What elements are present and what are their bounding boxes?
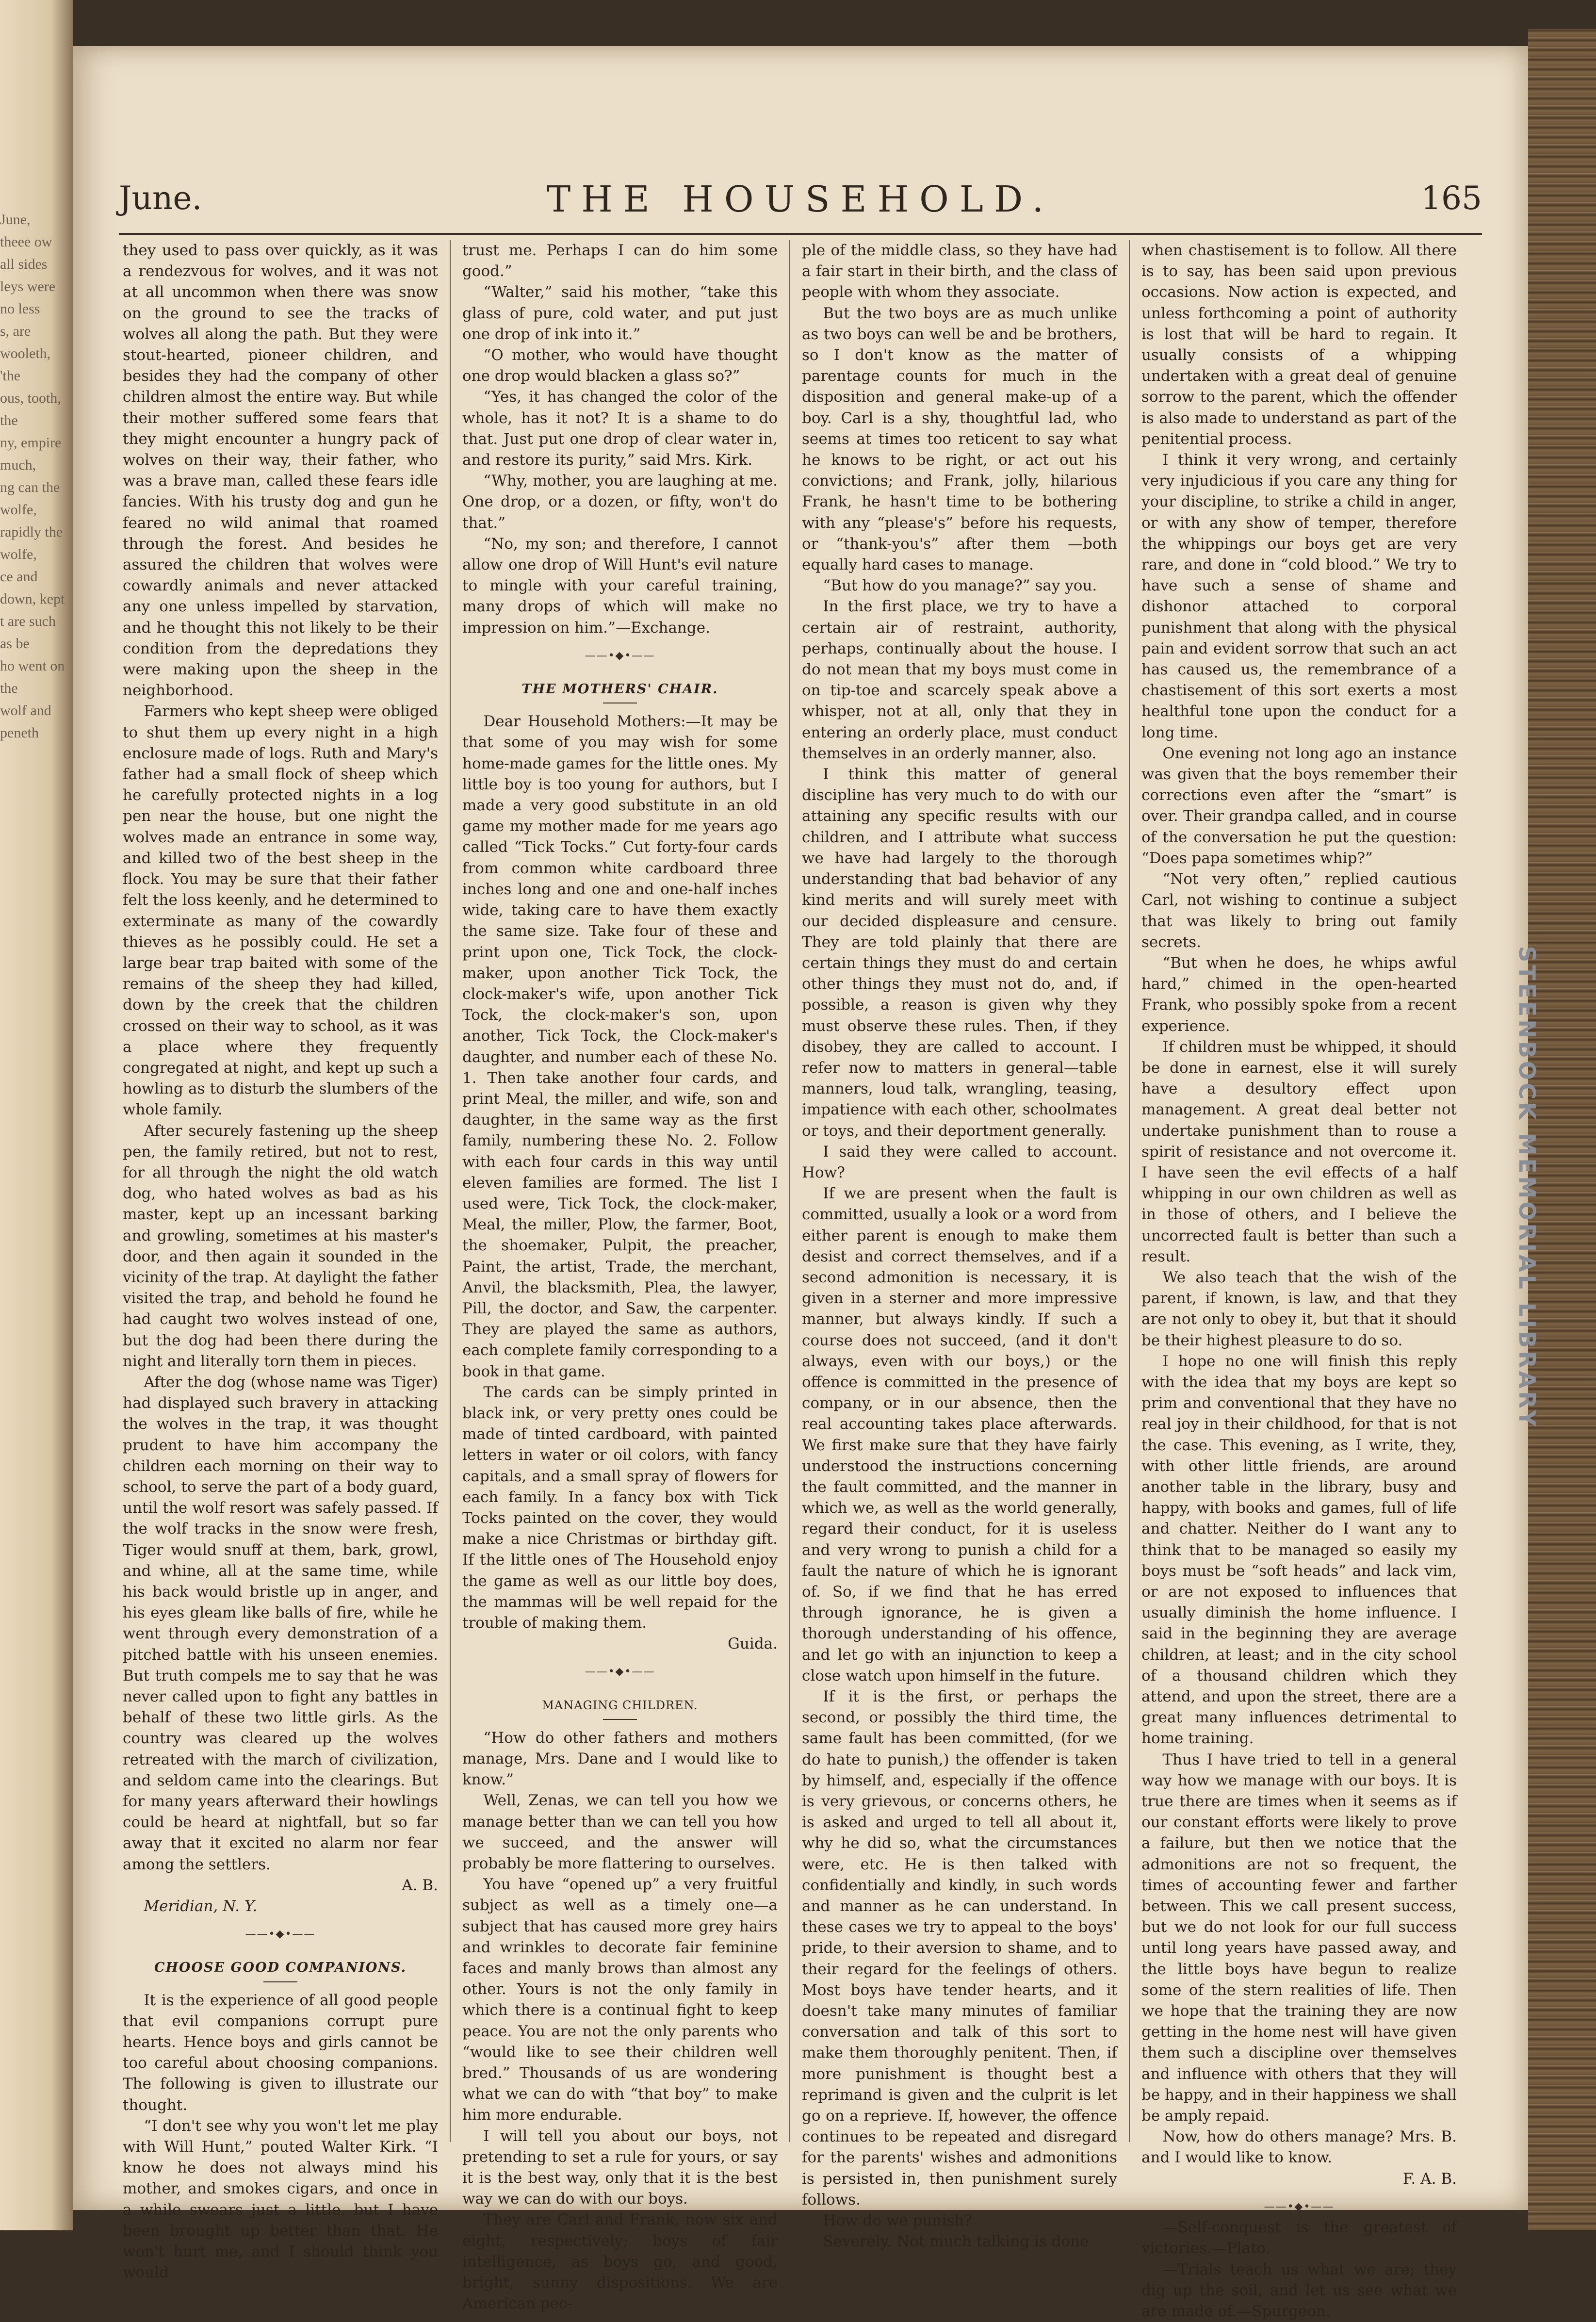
paragraph: when chastisement is to follow. All there is to say, has been said upon previous occasions. Now action is expected, and unless forthcoming a point of authority is lost that will be hard to regain. It usually consists of a whipping undertaken with a great deal of genuine sorrow to the parent, which the offender is also made to understand as part of the penitential process. — [1141, 240, 1457, 450]
paragraph: One evening not long ago an instance was given that the boys remember their corrections even after the “smart” is over. Their grandpa called, and in course of the conversation he put the question: “Does papa sometimes whip?” — [1141, 743, 1457, 869]
paragraph: “But when he does, he whips awful hard,” chimed in the open-hearted Frank, who possibly spoke from a recent experience. — [1141, 953, 1457, 1037]
dateline-place: Meridian, N. Y. — [123, 1896, 438, 1917]
left-fragment-line: ny, empire much, — [0, 432, 68, 476]
left-fragment-line: theee ow all sides — [0, 231, 68, 276]
paragraph: Well, Zenas, we can tell you how we manage better than we can tell you how we succeed, and the answer will probably be more flattering to ourselves. — [462, 1790, 778, 1874]
left-fragment-line: leys were no less — [0, 276, 68, 320]
signature: A. B. — [123, 1875, 438, 1896]
paragraph: If children must be whipped, it should be done in earnest, else it will surely have a desultory effect upon management. A great deal better not undertake punishment than to rouse a spirit of resistance and not overcome it. I have seen the evil effects of a half whipping in our own children as well as in those of others, and I believe the uncorrected fault is better than such a result. — [1141, 1037, 1457, 1267]
section-divider: ——•◆•—— — [123, 1924, 438, 1945]
paragraph: You have “opened up” a very fruitful subject as well as a timely one—a subject that has caused more grey hairs and wrinkles to decorate fair feminine faces and manly brows than almost any other. Yours is not the only family in which there is a continual fight to keep peace. You are not the only parents who “would like to see their children well bred.” Thousands of us are wondering what we can do with “that boy” to make him more endurable. — [462, 1874, 778, 2126]
paragraph: We also teach that the wish of the parent, if known, is law, and that they are not only to obey it, but that it should be their highest pleasure to do so. — [1141, 1267, 1457, 1351]
paragraph: Thus I have tried to tell in a general way how we manage with our boys. It is true there are times when it seems as if our constant efforts were likely to prove a failure, but then we notice that the admonitions are not so frequent, the times of accounting fewer and farther between. This we call present success, but we do not look for our full success until long years have passed away, and the little boys have begun to realize some of the stern realities of life. Then we hope that the training they are now getting in the home nest will have given them such a discipline over themselves and influence with others that they will be happy, and in their happiness we shall be amply repaid. — [1141, 1750, 1457, 2127]
paragraph: Severely. Not much talking is done — [802, 2231, 1117, 2252]
section-divider: ——•◆•—— — [1141, 2196, 1457, 2217]
left-fragment-line: ho went on the — [0, 655, 68, 700]
left-fragment-line: wolf and peneth — [0, 700, 68, 744]
column-3 — [789, 240, 1129, 2142]
quotation: —Self-conquest is the greatest of victories.—Plato. — [1141, 2217, 1457, 2259]
paragraph: “Yes, it has changed the color of the whole, has it not? It is a shame to do that. Just put one drop of clear water in, and restore its purity,” said Mrs. Kirk. — [462, 387, 778, 471]
left-fragment-line: rapidly the wolfe, — [0, 521, 68, 566]
paragraph: If it is the first, or perhaps the second, or possibly the third time, the same fault has been committed, (for we do hate to punish,) the offender is taken by himself, and, especially if the offence is very grievous, or concerns others, he is asked and urged to tell all about it, why he did so, what the circumstances were, etc. He is then talked with confidentially and kindly, in such words and manner as he can understand. In these cases we try to appeal to the boys' pride, to their aversion to shame, and to their regard for the feelings of others. Most boys have tender hearts, and it doesn't take many minutes of familiar conversation and talk of this sort to make them thoroughly penitent. Then, if more punishment is thought best a reprimand is given and the culprit is let go on a reprieve. If, however, the offence continues to be repeated and disregard for the parents' wishes and admonitions is persisted in, then punishment surely follows. — [802, 1686, 1117, 2210]
column-2 — [450, 240, 789, 2142]
quotation: —Trials teach us what we are; they dig up the soil, and let us see what we are made of.—Spurgeon. — [1141, 2259, 1457, 2322]
signature: Guida. — [462, 1634, 778, 1654]
paragraph: I hope no one will finish this reply with the idea that my boys are kept so prim and conventional that they have no real joy in their childhood, for that is not the case. This evening, as I write, they, with other little friends, are around another table in the library, busy and happy, with books and games, full of life and chatter. Neither do I want any to think that to be managed so easily my boys must be “soft heads” and lack vim, or are not exposed to influences that usually diminish the home influence. I said in the beginning they are average children, at least; and in the city school of a thousand children which they attend, and upon the street, there are a great many influences detrimental to home training. — [1141, 1351, 1457, 1750]
paragraph: Now, how do others manage? Mrs. B. and I would like to know. — [1141, 2126, 1457, 2168]
paragraph: How do we punish? — [802, 2210, 1117, 2231]
left-fragment-line: t are such as be — [0, 610, 68, 655]
paragraph: I said they were called to account. How? — [802, 1142, 1117, 1183]
paragraph: After securely fastening up the sheep pen, the family retired, but not to rest, for all through the night the old watch dog, who hated wolves as bad as his master, kept up an incessant barking and growling, sometimes at his master's door, and then again it sounded in the vicinity of the trap. At daylight the father visited the trap, and behold he found he had caught two wolves instead of one, but the dog had been there during the night and literally torn them in pieces. — [123, 1121, 438, 1372]
paragraph: If we are present when the fault is committed, usually a look or a word from either parent is enough to make them desist and correct themselves, and if a second admonition is necessary, it is given in a sterner and more impressive manner, but always kindly. If such a course does not succeed, (and it don't always, even with our boys,) or the offence is committed in the presence of company, or in our absence, then the real accounting takes place afterwards. We first make sure that they have fairly understood the instructions concerning the fault committed, and the manner in which we, as well as the world generally, regard their conduct, for it is useless and very wrong to punish a child for a fault the nature of which he is ignorant of. So, if we find that he has erred through ignorance, he is given a thorough understanding of his offence, and let go with an injunction to keep a close watch upon himself in the future. — [802, 1183, 1117, 1686]
paragraph: But the two boys are as much unlike as two boys can well be and be brothers, so I don't know as the matter of parentage counts for much in the disposition and general make-up of a boy. Carl is a shy, thoughtful lad, who seems at times too reticent to say what he knows to be right, or act out his convictions; and Frank, jolly, hilarious Frank, he hasn't time to be bothering with any “please's” before his requests, or “thank-you's” after them —both equally hard cases to manage. — [802, 303, 1117, 576]
newspaper-page — [73, 46, 1528, 2210]
section-title: CHOOSE GOOD COMPANIONS. — [123, 1957, 438, 1978]
left-fragment-line: ce and down, kept — [0, 566, 68, 610]
paragraph: ple of the middle class, so they have had a fair start in their birth, and the class of people with whom they associate. — [802, 240, 1117, 303]
paragraph: “Not very often,” replied cautious Carl, not wishing to continue a subject that was likely to bring out family secrets. — [1141, 869, 1457, 953]
paragraph: They are Carl and Frank, now six and eight, respectively; boys of fair intelligence, as boys go, and good, bright, sunny dispositions. We are American peo- — [462, 2209, 778, 2314]
left-fragment-line: ous, tooth, the — [0, 387, 68, 432]
paragraph: In the first place, we try to have a certain air of restraint, authority, perhaps, continually about the house. I do not mean that my boys must come in on tip-toe and scarcely speak above a whisper, not at all, only that they in entering an orderly place, must conduct themselves in an orderly manner, also. — [802, 596, 1117, 764]
page-header — [119, 170, 1482, 235]
paragraph: It is the experience of all good people that evil companions corrupt pure hearts. Hence boys and girls cannot be too careful about choosing companions. The following is given to illustrate our thought. — [123, 1990, 438, 2116]
paragraph: Farmers who kept sheep were obliged to shut them up every night in a high enclosure made of logs. Ruth and Mary's father had a small flock of sheep which he carefully protected nights in a log pen near the house, but one night the wolves made an entrance in some way, and killed two of the best sheep in the flock. You may be sure that their father felt the loss keenly, and he determined to exterminate as many of the cowardly thieves as he possibly could. He set a large bear trap baited with some of the remains of the sheep they had killed, down by the creek that the children crossed on their way to school, as it was a place where they frequently congregated at night, and kept up such a howling as to disturb the slumbers of the whole family. — [123, 701, 438, 1120]
section-title: THE MOTHERS' CHAIR. — [462, 679, 778, 700]
paragraph: The cards can be simply printed in black ink, or very pretty ones could be made of tinted cardboard, with painted letters in water or oil colors, with fancy capitals, and a small spray of flowers for each family. In a fancy box with Tick Tocks painted on the cover, they would make a nice Christmas or birthday gift. If the little ones of The Household enjoy the game as well as our little boy does, the mammas will be well repaid for the trouble of making them. — [462, 1382, 778, 1634]
title-underline — [263, 1981, 297, 1982]
section-divider: ——•◆•—— — [462, 645, 778, 666]
paragraph: “Walter,” said his mother, “take this glass of pure, cold water, and put just one drop of ink into it.” — [462, 282, 778, 345]
paragraph: trust me. Perhaps I can do him some good.” — [462, 240, 778, 282]
section-title: MANAGING CHILDREN. — [462, 1695, 778, 1716]
left-page-text-fragments — [0, 209, 68, 2101]
left-fragment-line: s, are wooleth, 'the — [0, 320, 68, 387]
left-page-edge — [0, 0, 73, 2230]
title-underline — [603, 1719, 637, 1720]
column-1 — [119, 240, 450, 2142]
paragraph: “How do other fathers and mothers manage, Mrs. Dane and I would like to know.” — [462, 1728, 778, 1791]
header-month: June. — [119, 180, 202, 217]
article-columns — [119, 240, 1487, 2142]
header-title: THE HOUSEHOLD. — [119, 179, 1482, 220]
paragraph: “No, my son; and therefore, I cannot allow one drop of Will Hunt's evil nature to mingle with your careful training, many drops of which will make no impression on him.”—Exchange. — [462, 534, 778, 638]
paragraph: “But how do you manage?” say you. — [802, 575, 1117, 596]
paragraph: I think this matter of general discipline has very much to do with our attaining any specific results with our children, and I attribute what success we have had largely to the thorough understanding that bad behavior of any kind merits and will surely meet with our decided displeasure and censure. They are told plainly that there are certain things they must do and certain other things they must not do, and, if possible, a reason is given why they must observe these rules. Then, if they disobey, they are called to account. I refer now to matters in general—table manners, loud talk, wrangling, teasing, impatience with each other, schoolmates or toys, and their deportment generally. — [802, 764, 1117, 1142]
paragraph: “Why, mother, you are laughing at me. One drop, or a dozen, or fifty, won't do that.” — [462, 471, 778, 534]
left-fragment-line: June, — [0, 209, 68, 231]
paragraph: I think it very wrong, and certainly very injudicious if you care any thing for your discipline, to strike a child in anger, or with any show of temper, therefore the whippings our boys get are very rare, and done in “cold blood.” We try to have such a sense of shame and dishonor attached to corporal punishment that along with the physical pain and evident sorrow that such an act has caused us, the remembrance of a chastisement of this sort exerts a most healthful tone upon the conduct for a long time. — [1141, 450, 1457, 743]
paragraph: Dear Household Mothers:—It may be that some of you may wish for some home-made games for the little ones. My little boy is too young for authors, but I made a very good substitute in an old game my mother made for me years ago called “Tick Tocks.” Cut forty-four cards from common white cardboard three inches long and one and one-half inches wide, taking care to have them exactly the same size. Take four of these and print upon one, Tick Tock, the clock-maker, upon another Tick Tock, the clock-maker's wife, upon another Tick Tock, the clock-maker's son, upon another, Tick Tock, the Clock-maker's daughter, and number each of these No. 1. Then take another four cards, and print Meal, the miller, and wife, son and daughter, in the same way as the first family, numbering these No. 2. Follow with each four cards in this way until eleven families are formed. The list I used were, Tick Tock, the clock-maker, Meal, the miller, Plow, the farmer, Boot, the shoemaker, Pulpit, the preacher, Paint, the artist, Trade, the merchant, Anvil, the blacksmith, Plea, the lawyer, Pill, the doctor, and Saw, the carpenter. They are played the same as authors, each complete family corresponding to a book in that game. — [462, 711, 778, 1382]
paragraph: After the dog (whose name was Tiger) had displayed such bravery in attacking the wolves in the trap, it was thought prudent to have him accompany the children each morning on their way to school, to serve the part of a body guard, until the wolf resort was safely passed. If the wolf tracks in the snow were fresh, Tiger would snuff at them, bark, growl, and whine, all at the same time, while his back would bristle up in anger, and his eyes gleam like balls of fire, while he went through every demonstration of a pitched battle with his unseen enemies. But truth compels me to say that he was never called upon to fight any battles in behalf of these two little girls. As the country was cleared up the wolves retreated with the march of civilization, and seldom came into the clearings. But for many years afterward their howlings could be heard at nightfall, but so far away that it excited no alarm nor fear among the settlers. — [123, 1372, 438, 1875]
header-page-number: 165 — [1421, 180, 1482, 217]
paragraph: “I don't see why you won't let me play with Will Hunt,” pouted Walter Kirk. “I know he does not always mind his mother, and smokes cigars, and once in a while swears just a little, but I have been brought up better than that. He won't hurt me, and I should think you would — [123, 2116, 438, 2284]
library-spine-label: STEENBOCK MEMORIAL LIBRARY — [1514, 946, 1540, 1504]
paragraph: I will tell you about our boys, not pretending to set a rule for yours, or say it is the best way, only that it is the best way we can do with our boys. — [462, 2126, 778, 2210]
column-4 — [1129, 240, 1468, 2142]
paragraph: they used to pass over quickly, as it was a rendezvous for wolves, and it was not at all uncommon when there was snow on the ground to see the tracks of wolves all along the path. But they were stout-hearted, pioneer children, and besides they had the company of other children almost the entire way. But while their mother suffered some fears that they might encounter a hungry pack of wolves on their way, their father, who was a brave man, called these fears idle fancies. With his trusty dog and gun he feared no wild animal that roamed through the forest. And besides he assured the children that wolves were cowardly animals and never attacked any one unless impelled by starvation, and he thought this not likely to be their condition from the depredations they were making upon the sheep in the neighborhood. — [123, 240, 438, 701]
section-divider: ——•◆•—— — [462, 1661, 778, 1682]
paragraph: “O mother, who would have thought one drop would blacken a glass so?” — [462, 345, 778, 387]
left-fragment-line: ng can the wolfe, — [0, 476, 68, 521]
signature: F. A. B. — [1141, 2169, 1457, 2190]
